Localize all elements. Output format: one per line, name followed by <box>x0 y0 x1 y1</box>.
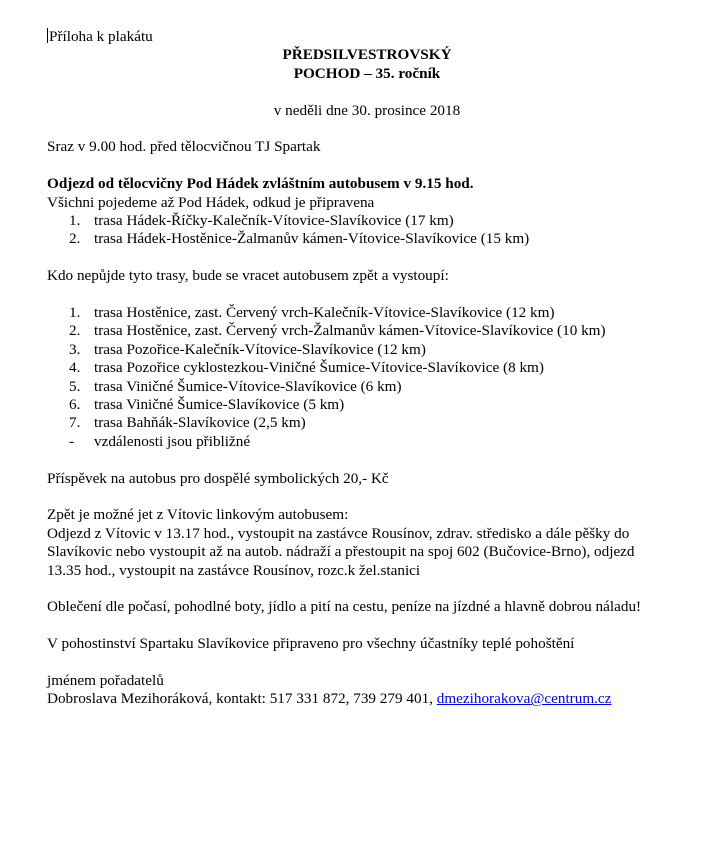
list-item: 3. trasa Pozořice-Kalečník-Vítovice-Slavíkovice (12 km) <box>69 340 426 358</box>
signature-intro: jménem pořadatelů <box>47 672 164 690</box>
attachment-label: Příloha k plakátu <box>49 28 153 45</box>
other-routes-intro: Kdo nepůjde tyto trasy, bude se vracet autobusem zpět a vystoupí: <box>47 267 449 285</box>
list-item: 2. trasa Hostěnice, zast. Červený vrch-Žalmanův kámen-Vítovice-Slavíkovice (10 km) <box>69 322 606 340</box>
date-line: v neděli dne 30. prosince 2018 <box>273 101 461 119</box>
list-item: 5. trasa Viničné Šumice-Vítovice-Slavíkovice (6 km) <box>69 377 402 395</box>
document-page <box>47 28 687 709</box>
return-line-3: 13.35 hod., vystoupit na zastávce Rousínov, rozc.k žel.stanici <box>47 561 421 579</box>
return-line-2: Slavíkovic nebo vystoupit až na autob. nádraží a přestoupit na spoj 602 (Bučovice-Brno), odjezd <box>47 543 635 561</box>
list-item: 4. trasa Pozořice cyklostezkou-Viničné Šumice-Vítovice-Slavíkovice (8 km) <box>69 359 544 377</box>
title-line-1: PŘEDSILVESTROVSKÝ <box>282 46 452 64</box>
departure-heading: Odjezd od tělocvičny Pod Hádek zvláštním autobusem v 9.15 hod. <box>47 175 474 193</box>
departure-note: Všichni pojedeme až Pod Hádek, odkud je připravena <box>47 193 375 211</box>
email-link[interactable]: dmezihorakova@centrum.cz <box>436 690 612 708</box>
list-item: 7. trasa Bahňák-Slavíkovice (2,5 km) <box>69 414 306 432</box>
refreshment-line: V pohostinství Spartaku Slavíkovice připraveno pro všechny účastníky teplé pohoštění <box>47 635 575 653</box>
list-item: 2. trasa Hádek-Hostěnice-Žalmanův kámen-Vítovice-Slavíkovice (15 km) <box>69 230 530 248</box>
return-intro: Zpět je možné jet z Vítovic linkovým autobusem: <box>47 506 349 524</box>
contact-text: Dobroslava Mezihoráková, kontakt: 517 331 872, 739 279 401, <box>47 690 437 708</box>
list-item: 6. trasa Viničné Šumice-Slavíkovice (5 km) <box>69 396 345 414</box>
list-item: - vzdálenosti jsou přibližné <box>69 432 251 450</box>
fee-line: Příspěvek na autobus pro dospělé symbolických 20,- Kč <box>47 469 389 487</box>
contact-line <box>47 690 687 708</box>
return-line-1: Odjezd z Vítovic v 13.17 hod., vystoupit na zastávce Rousínov, zdrav. středisko a dále pěšky do <box>47 524 630 542</box>
list-item: 1. trasa Hostěnice, zast. Červený vrch-Kalečník-Vítovice-Slavíkovice (12 km) <box>69 304 555 322</box>
meeting-line: Sraz v 9.00 hod. před tělocvičnou TJ Spartak <box>47 138 321 156</box>
text-cursor <box>47 28 48 43</box>
routes-list-a <box>47 212 687 249</box>
list-item: 1. trasa Hádek-Říčky-Kalečník-Vítovice-Slavíkovice (17 km) <box>69 212 454 230</box>
title-line-2: POCHOD – 35. ročník <box>293 64 441 82</box>
routes-list-b <box>47 304 687 451</box>
clothing-line: Oblečení dle počasí, pohodlné boty, jídlo a pití na cestu, peníze na jízdné a hlavně dobrou náladu! <box>47 598 642 616</box>
